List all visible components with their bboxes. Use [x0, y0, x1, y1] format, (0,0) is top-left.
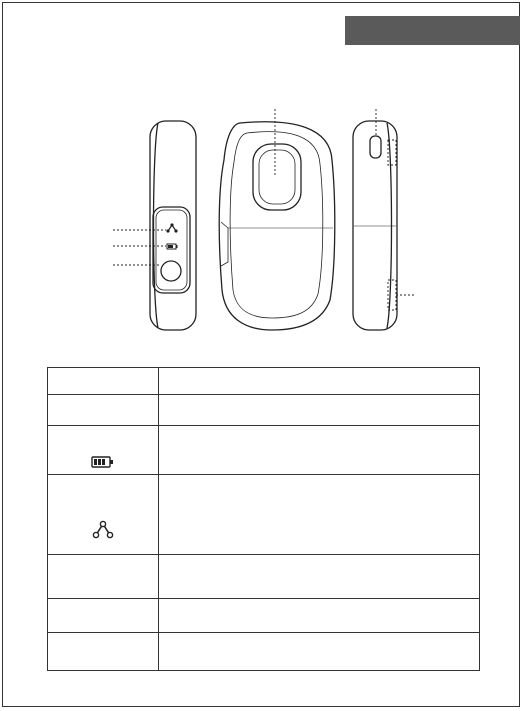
table-cell-icon [48, 475, 159, 555]
table-row [48, 426, 480, 475]
table-cell-label [48, 395, 159, 426]
table-row [48, 555, 480, 599]
table-row [48, 395, 480, 426]
table-cell-desc [159, 368, 480, 395]
table-row [48, 599, 480, 633]
table-cell-label [48, 555, 159, 599]
side-view-right [353, 121, 397, 330]
table-row [48, 368, 480, 395]
wifi-icon [167, 224, 177, 232]
table-cell-desc [159, 475, 480, 555]
back-view [219, 122, 335, 330]
battery-icon [91, 455, 115, 469]
table-cell-desc [159, 633, 480, 671]
specification-table [47, 367, 480, 671]
battery-icon [167, 244, 178, 249]
table-cell-label [48, 368, 159, 395]
table-cell-label [48, 633, 159, 671]
table-cell-desc [159, 555, 480, 599]
table-row [48, 633, 480, 671]
table-cell-desc [159, 395, 480, 426]
table-cell-icon [48, 426, 159, 475]
table-cell-desc [159, 599, 480, 633]
table-cell-label [48, 599, 159, 633]
table-cell-desc [159, 426, 480, 475]
connect-icon [91, 520, 115, 540]
table-row [48, 475, 480, 555]
